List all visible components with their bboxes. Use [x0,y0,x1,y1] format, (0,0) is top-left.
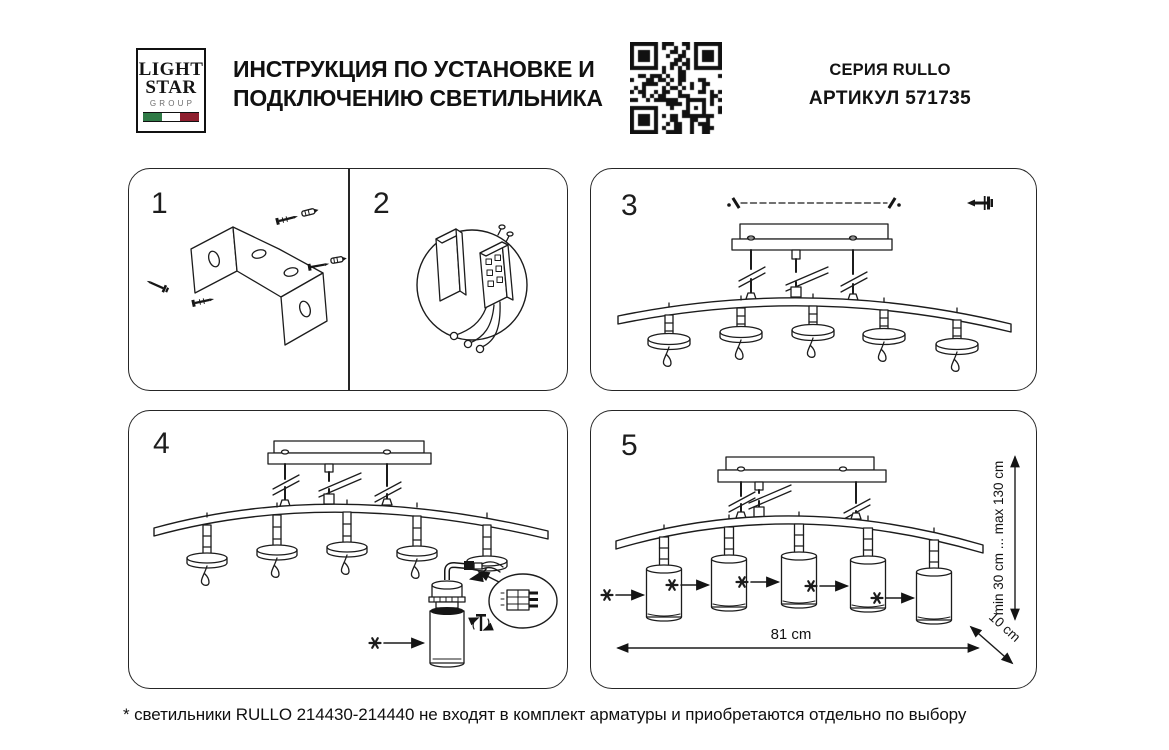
panel-steps-1-2 [128,168,568,391]
italian-flag-bar [143,112,199,122]
suspension-rods [739,250,867,300]
footnote: * светильники RULLO 214430-214440 не входят в комплект арматуры и приобретаются отдельно по выбору [123,705,967,724]
asterisk-mark [370,638,381,648]
panel-step-5 [590,410,1037,689]
depth-label: 10 cm [985,609,1024,645]
height-range-label: min 30 cm ... max 130 cm [991,460,1006,616]
screw-icon [145,277,169,293]
step5-final-drawing [591,411,1034,686]
wall-anchor-icon [331,256,348,264]
panel-step-3 [590,168,1037,391]
product-info [790,61,990,110]
screw-icon [191,296,214,307]
step4-lamp-install-drawing [129,411,565,686]
lightstar-logo [136,48,206,133]
wire-detail-circle [417,225,527,353]
step2-wiring-drawing [348,169,569,389]
screw-icon [967,196,993,210]
pendant-lamps [647,524,952,624]
step3-assembly-drawing [591,169,1034,388]
mounting-bracket [191,227,327,345]
width-label: 81 cm [770,626,812,643]
dimension-width [618,626,978,648]
qr-code [630,42,722,134]
step-3-number: 3 [621,189,638,222]
logo-word-star: STAR [145,77,197,98]
step-2-number: 2 [373,187,390,220]
screw-icon [275,213,298,225]
suspension-rods [273,464,401,506]
title-line-2: ПОДКЛЮЧЕНИЮ СВЕТИЛЬНИКА [233,85,603,111]
dimension-height [991,457,1015,619]
logo-word-group: GROUP [149,99,196,108]
title-line-1: ИНСТРУКЦИЯ ПО УСТАНОВКЕ И [233,56,595,82]
ceiling-canopy [718,457,886,482]
lamp-shade [430,607,464,667]
ceiling-canopy [268,441,431,464]
wall-anchor-icon [301,207,319,216]
step1-bracket-drawing [129,169,348,389]
step-1-number: 1 [151,187,168,220]
step-4-number: 4 [153,427,170,460]
screw-rotate-icon [473,614,489,631]
article-label: АРТИКУЛ 571735 [808,88,972,109]
step-5-number: 5 [621,429,638,462]
connector-detail-bubble [489,574,557,628]
detail-pointer [479,572,501,583]
mounting-bracket-profile [727,197,901,209]
logo-word-light: LIGHT [138,59,204,80]
ceiling-canopy [732,224,892,250]
series-label: СЕРИЯ RULLO [829,61,951,79]
panel-step-4 [128,410,568,689]
pendant-holders [187,512,507,585]
page-title [233,55,603,113]
